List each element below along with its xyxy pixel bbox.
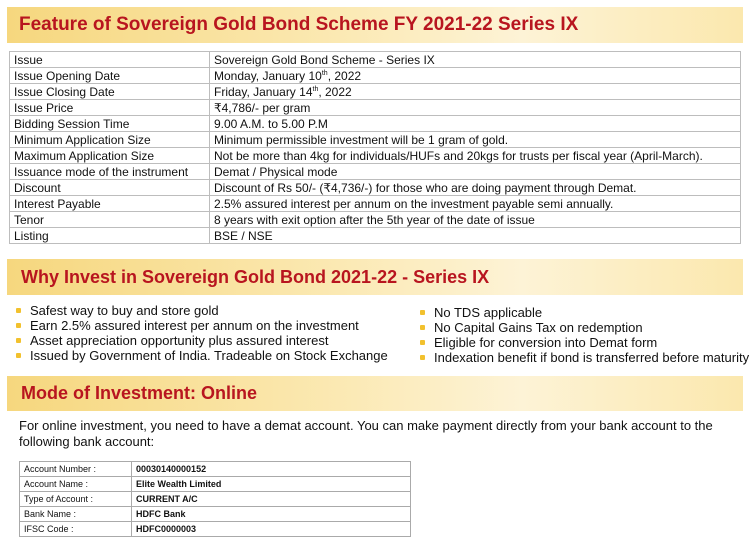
table-row [10,148,741,164]
table-row [10,68,741,84]
row-value: Demat / Physical mode [210,164,741,180]
benefit-text: No TDS applicable [434,305,543,320]
benefit-text: Indexation benefit if bond is transferred before maturity [434,350,750,365]
bank-label: Account Name : [20,477,132,492]
bullet-icon [16,338,21,343]
row-label: Interest Payable [10,196,210,212]
benefit-text: No Capital Gains Tax on redemption [434,320,643,335]
bullet-icon [16,323,21,328]
table-row [10,132,741,148]
benefit-text: Eligible for conversion into Demat form [434,335,658,350]
ordinal-suffix: th [321,69,328,77]
bullet-icon [16,353,21,358]
bank-details-table [19,461,411,537]
table-row [10,196,741,212]
row-value: Discount of Rs 50/- (₹4,736/-) for those who are doing payment through Demat. [210,180,741,196]
table-row [10,228,741,244]
mode-heading [7,376,743,411]
benefits-list-right [420,305,749,365]
row-value: 9.00 A.M. to 5.00 P.M [210,116,741,132]
benefit-text: Safest way to buy and store gold [30,303,219,318]
row-value: ₹4,786/- per gram [210,100,741,116]
closing-date-text: Friday, January 14 [214,84,313,99]
list-item [16,303,388,318]
closing-date-year: , 2022 [318,84,352,99]
list-item [420,335,749,350]
list-item [420,350,749,365]
bank-value: CURRENT A/C [132,492,411,507]
row-value: 8 years with exit option after the 5th year of the date of issue [210,212,741,228]
features-heading [7,7,743,43]
row-label: Issue Closing Date [10,84,210,100]
bullet-icon [420,340,425,345]
row-value: Not be more than 4kg for individuals/HUFs and 20kgs for trusts per fiscal year (April-March). [210,148,741,164]
row-label: Issue Price [10,100,210,116]
bank-value: HDFC0000003 [132,522,411,537]
features-title: Feature of Sovereign Gold Bond Scheme FY 2021-22 Series IX [19,14,579,35]
list-item [16,318,388,333]
bank-label: Type of Account : [20,492,132,507]
bullet-icon [420,325,425,330]
row-label: Discount [10,180,210,196]
features-table [9,51,741,244]
mode-description: For online investment, you need to have a demat account. You can make payment directly from your bank account to the following bank account: [19,418,713,449]
opening-date-text: Monday, January 10 [214,68,322,83]
bullet-icon [16,308,21,313]
row-value [210,68,741,84]
table-row [20,462,411,477]
table-row [20,477,411,492]
table-row [10,52,741,68]
row-value: Minimum permissible investment will be 1 gram of gold. [210,132,741,148]
bank-value: HDFC Bank [132,507,411,522]
opening-date-year: , 2022 [327,68,362,83]
list-item [420,305,749,320]
list-item [420,320,749,335]
benefit-text: Earn 2.5% assured interest per annum on the investment [30,318,359,333]
bank-label: Bank Name : [20,507,132,522]
bank-value: Elite Wealth Limited [132,477,411,492]
table-row [20,492,411,507]
row-label: Listing [10,228,210,244]
benefits-list-left [16,303,388,363]
row-label: Minimum Application Size [10,132,210,148]
list-item [16,333,388,348]
row-value: BSE / NSE [210,228,741,244]
list-item [16,348,388,363]
benefit-text: Issued by Government of India. Tradeable on Stock Exchange [30,348,388,363]
why-invest-heading [7,259,743,295]
row-value: 2.5% assured interest per annum on the investment payable semi annually. [210,196,741,212]
ordinal-suffix: th [312,85,319,93]
row-label: Bidding Session Time [10,116,210,132]
bullet-icon [420,310,425,315]
table-row [10,100,741,116]
table-row [20,522,411,537]
table-row [10,180,741,196]
table-row [10,164,741,180]
row-label: Issue [10,52,210,68]
bank-value: 00030140000152 [132,462,411,477]
row-label: Maximum Application Size [10,148,210,164]
mode-title: Mode of Investment: Online [21,383,258,403]
bank-label: IFSC Code : [20,522,132,537]
table-row [20,507,411,522]
row-label: Tenor [10,212,210,228]
row-value [210,84,741,100]
row-value: Sovereign Gold Bond Scheme - Series IX [210,52,741,68]
row-label: Issuance mode of the instrument [10,164,210,180]
bullet-icon [420,355,425,360]
why-invest-title: Why Invest in Sovereign Gold Bond 2021-22 - Series IX [21,266,490,287]
benefit-text: Asset appreciation opportunity plus assured interest [30,333,329,348]
table-row [10,212,741,228]
table-row [10,84,741,100]
bank-label: Account Number : [20,462,132,477]
table-row [10,116,741,132]
row-label: Issue Opening Date [10,68,210,84]
